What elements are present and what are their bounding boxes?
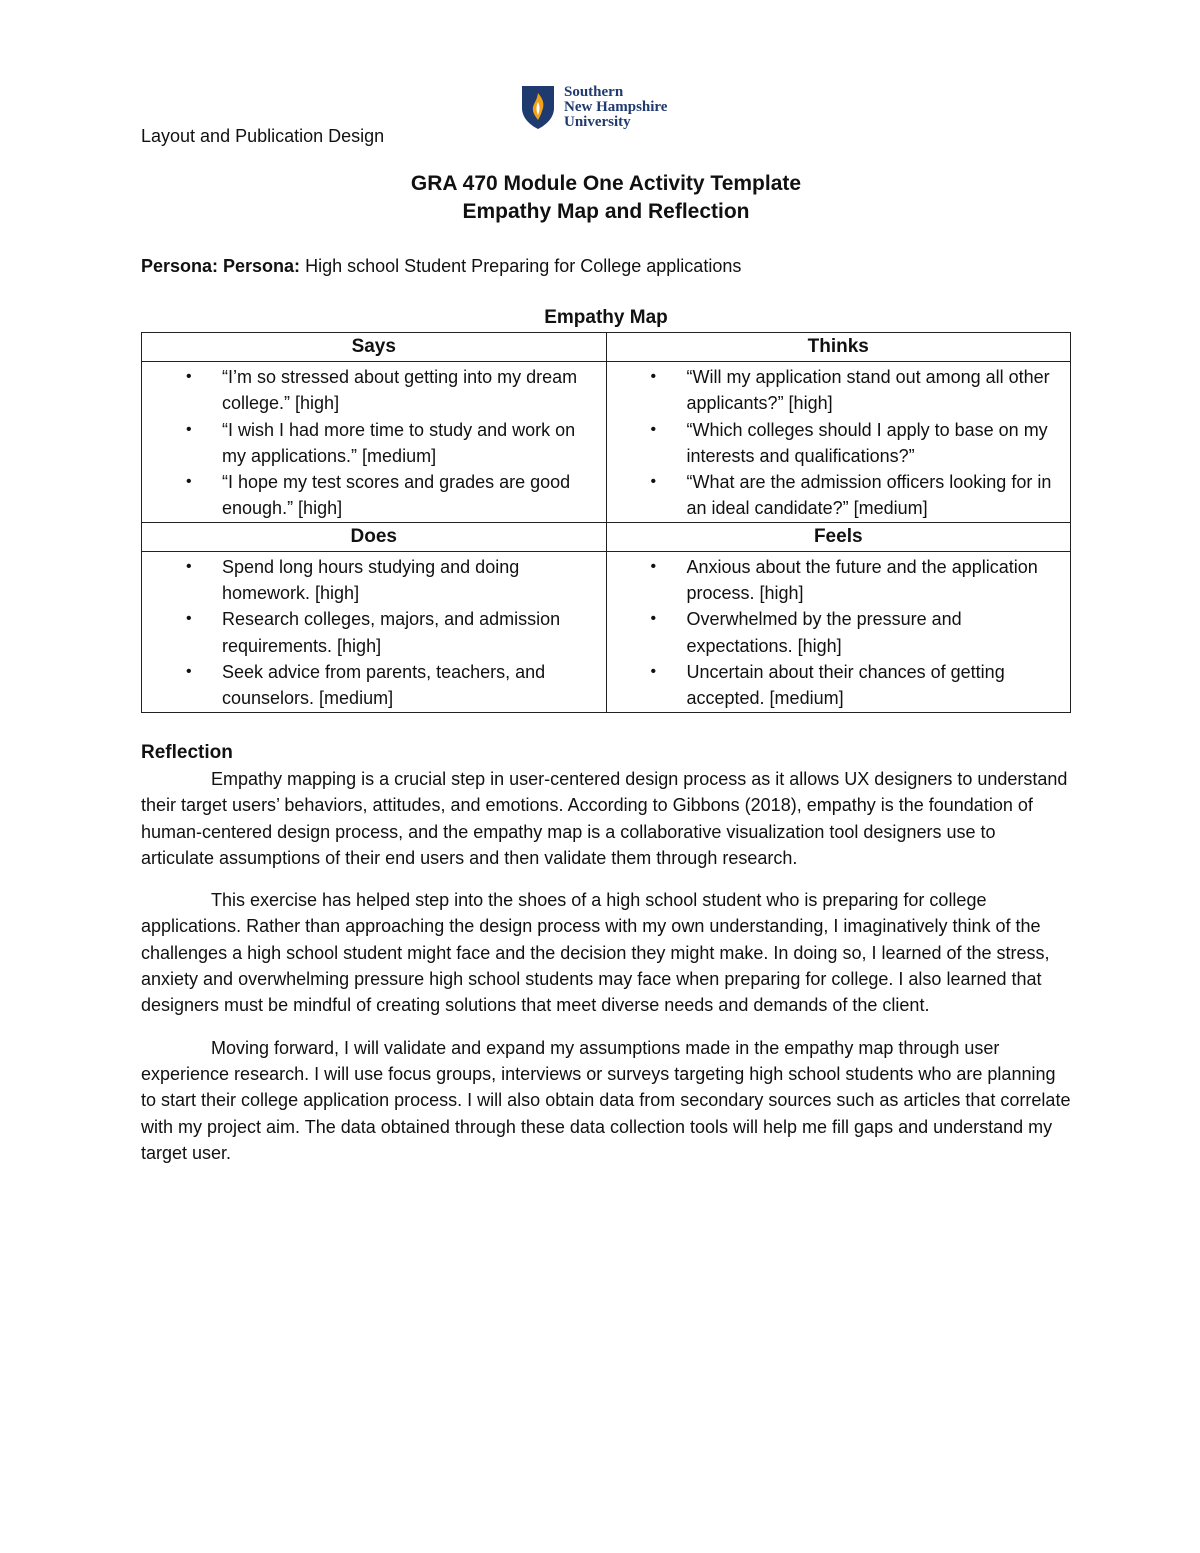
does-heading: Does <box>142 522 607 551</box>
document-title <box>141 170 1071 226</box>
logo-line-1: Southern <box>564 83 624 100</box>
list-item <box>607 469 1063 522</box>
thinks-item-2: “Which colleges should I apply to base on my interests and qualifications?” <box>686 419 1048 466</box>
bullet-icon: • <box>186 420 192 438</box>
feels-item-2: Overwhelmed by the pressure and expectations. [high] <box>686 609 962 656</box>
feels-heading: Feels <box>606 522 1071 551</box>
thinks-list <box>607 364 1063 522</box>
feels-item-1: Anxious about the future and the application process. [high] <box>686 556 1038 604</box>
empathy-map-table <box>141 332 1071 713</box>
university-logo <box>520 84 667 130</box>
list-item <box>607 417 1063 470</box>
feels-cell <box>606 551 1071 712</box>
logo-line-3: University <box>564 113 631 130</box>
bullet-icon: • <box>186 662 192 680</box>
says-list <box>142 364 598 522</box>
persona-line <box>141 256 741 277</box>
list-item <box>607 606 1063 659</box>
does-list <box>142 554 598 712</box>
says-item-3: “I hope my test scores and grades are good enough.” [high] <box>222 472 571 519</box>
title-line-1: GRA 470 Module One Activity Template <box>410 172 802 195</box>
list-item <box>607 554 1063 607</box>
feels-item-3: Uncertain about their chances of getting accepted. [medium] <box>686 661 1005 709</box>
bullet-icon: • <box>650 368 657 385</box>
reflection-paragraph-3: Moving forward, I will validate and expand my assumptions made in the empathy map through user experience research. I will use focus groups, interviews or surveys targeting high school students who are planning to start their college application process. I will also obtain data from secondary sources such as articles that correlate with my project aim. The data obtained through these data collection tools will help me fill gaps and understand my target user. <box>141 1037 1071 1163</box>
reflection-heading: Reflection <box>141 742 233 763</box>
thinks-cell <box>606 362 1071 523</box>
persona-value: High school Student Preparing for College applications <box>305 256 742 276</box>
does-item-2: Research colleges, majors, and admission requirements. [high] <box>222 609 561 656</box>
empathy-map-caption: Empathy Map <box>544 307 668 328</box>
header-course-label: Layout and Publication Design <box>141 126 385 146</box>
feels-list <box>607 554 1063 712</box>
table-row <box>142 362 1071 523</box>
does-item-1: Spend long hours studying and doing homework. [high] <box>222 556 520 604</box>
bullet-icon: • <box>186 368 192 385</box>
list-item <box>142 606 598 659</box>
thinks-item-3: “What are the admission officers looking for in an ideal candidate?” [medium] <box>686 472 1052 519</box>
reflection-section <box>141 740 1071 1182</box>
thinks-item-1: “Will my application stand out among all other applicants?” [high] <box>686 367 1050 414</box>
bullet-icon: • <box>650 473 657 491</box>
bullet-icon: • <box>186 473 192 491</box>
bullet-icon: • <box>650 610 657 628</box>
does-cell <box>142 551 607 712</box>
says-cell <box>142 362 607 523</box>
bullet-icon: • <box>650 557 657 575</box>
list-item <box>142 469 598 522</box>
table-header-row <box>142 522 1071 551</box>
shield-flame-icon <box>520 84 556 130</box>
says-item-1: “I’m so stressed about getting into my dream college.” [high] <box>222 367 578 414</box>
reflection-paragraph-2: This exercise has helped step into the shoes of a high school student who is preparing for college applications. Rather than approaching the design process with my own understanding, I imaginatively think of the challenges a high school student might face and the decision they might make. In doing so, I learned of the stress, anxiety and overwhelming pressure high school students may face when preparing for college. I also learned that designers must be mindful of creating solutions that meet diverse needs and demands of the client. <box>141 890 1050 1016</box>
logo-wordmark <box>564 85 667 130</box>
table-row <box>142 551 1071 712</box>
bullet-icon: • <box>650 420 657 438</box>
logo-line-2: New Hampshire <box>564 98 668 115</box>
list-item <box>142 364 598 417</box>
says-item-2: “I wish I had more time to study and work on my applications.” [medium] <box>222 419 576 466</box>
does-item-3: Seek advice from parents, teachers, and counselors. [medium] <box>222 661 546 709</box>
says-heading: Says <box>142 333 607 362</box>
list-item <box>142 554 598 607</box>
title-line-2: Empathy Map and Reflection <box>462 200 750 223</box>
table-header-row <box>142 333 1071 362</box>
persona-label: Persona: Persona: <box>141 256 301 276</box>
bullet-icon: • <box>186 610 192 628</box>
list-item <box>142 659 598 712</box>
bullet-icon: • <box>186 557 192 575</box>
reflection-paragraph-1: Empathy mapping is a crucial step in user-centered design process as it allows UX designers to understand their target users’ behaviors, attitudes, and emotions. According to Gibbons (2018), empathy is the foundation of human-centered design process, and the empathy map is a collaborative visualization tool designers use to articulate assumptions of their end users and then validate them through research. <box>141 769 1068 868</box>
list-item <box>142 417 598 470</box>
list-item <box>607 659 1063 712</box>
list-item <box>607 364 1063 417</box>
thinks-heading: Thinks <box>606 333 1071 362</box>
bullet-icon: • <box>650 662 657 680</box>
